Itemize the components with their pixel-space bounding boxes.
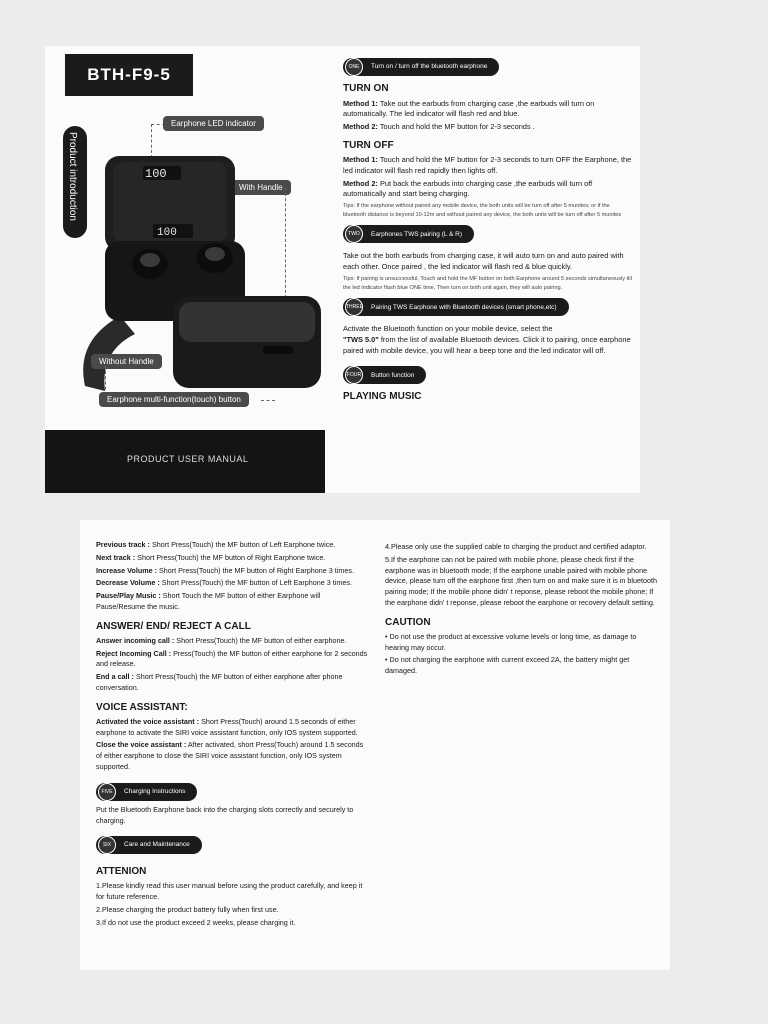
right-column <box>385 542 660 679</box>
product-user-manual-label: PRODUCT USER MANUAL <box>127 454 249 464</box>
voice-heading: VOICE ASSISTANT: <box>96 701 188 713</box>
attention-item: 1.Please kindly read this user manual before using the product carefully, and keep it for future reference. <box>96 881 363 902</box>
charging-text: Put the Bluetooth Earphone back into the charging slots correctly and securely to charging. <box>96 804 354 825</box>
top-page <box>45 46 640 493</box>
step-six-number: SIX <box>98 836 116 854</box>
step-five-label: Charging Instructions <box>124 787 186 795</box>
attention-item: 2.Please charging the product battery fully when first use. <box>96 904 279 914</box>
step-six-label: Care and Maintenance <box>124 841 190 849</box>
turn-off-tips: Tips: If the earphone without paired any mobile device, the both units will be turn off after 5 munites; or if the bluetooth distance is beyond 10-12m and without paired any device, the both units will be turn off after 5 munites <box>343 203 622 218</box>
step-three-label: Pairing TWS Earphone with Bluetooth devices (smart phone,etc) <box>371 303 557 311</box>
caution-item: • Do not use the product at excessive volume levels or long time, as damage to hearing may occur. <box>385 631 637 652</box>
step-two-label: Earphones TWS pairing (L & R) <box>371 230 463 238</box>
turn-off-method-2: Method 2: Put back the earbuds into charging case ,the earbuds will turn off automatically and start being charging. <box>343 178 593 199</box>
model-title: BTH-F9-5 <box>65 54 193 96</box>
mf-button-label: Earphone multi-function(touch) button <box>99 392 249 407</box>
call-heading: ANSWER/ END/ REJECT A CALL <box>96 620 251 632</box>
step-three-number: THREE <box>345 298 363 316</box>
bottom-page <box>80 520 670 970</box>
step-five-number: FIVE <box>98 783 116 801</box>
turn-on-method-1: Method 1: Take out the earbuds from charging case ,the earbuds will turn on automatically. The led indicator will flash red and blue. <box>343 98 595 119</box>
call-item: End a call : Short Press(Touch) the MF button of either earphone after phone conversation. <box>96 672 343 692</box>
music-item: Next track : Short Press(Touch) the MF button of Right Earphone twice. <box>96 552 326 562</box>
step-one-badge <box>343 58 499 76</box>
without-handle-label: Without Handle <box>91 354 162 369</box>
manual-footer <box>45 430 325 493</box>
turn-on-heading: TURN ON <box>343 83 389 94</box>
voice-item: Close the voice assistant : After activated, short Press(Touch) around 1.5 seconds of either earphone to close the SIRI voice assistant function, only IOS system supported. <box>96 740 364 771</box>
step-two-number: TWO <box>345 225 363 243</box>
note-item: 4.Please only use the supplied cable to charging the product and certified adaptor. <box>385 542 647 551</box>
playing-music-heading: PLAYING MUSIC <box>343 391 422 403</box>
voice-item: Activated the voice assistant : Short Press(Touch) around 1.5 seconds of either earphone to activate the SIRI voice assistant function, only IOS system supported. <box>96 716 358 737</box>
step-five-badge <box>96 783 197 801</box>
caution-item: • Do not charging the earphone with current exceed 2A, the battery might get damaged. <box>385 655 630 676</box>
music-item: Increase Volume : Short Press(Touch) the MF button of Right Earphone 3 times. <box>96 565 354 575</box>
step-four-badge <box>343 366 426 384</box>
bluetooth-pairing-text: Activate the Bluetooth function on your mobile device, select the "TWS 5.0" from the list of available Bluetooth devices. Click it to pairing, once earphone paired with mobile device, you will hear a beep tone and the led indicator will off. <box>343 324 631 355</box>
note-item: 5.If the earphone can not be paired with mobile phone, please check first if the earphone was in bluetooth mode; If the earphone unable paired with mobile phone device, please turn off the earphone first ,then turn on and make sure it is in bluetooth pairing mode; If the mobile phone didn' t reponse, please reboot the mobile phone; If the earphone didn' t reponse, please reboot the earphone or recovery default setting. <box>385 554 657 607</box>
call-item: Reject Incoming Call : Press(Touch) the MF button of either earphone for 2 seconds and release. <box>96 648 368 669</box>
music-item: Previous track : Short Press(Touch) the MF button of Left Earphone twice. <box>96 540 336 549</box>
mf-leader-line <box>261 400 275 401</box>
tws-pairing-tips: Tips: If pairing is unsuccessful, Touch and hold the MF button on both Earphone around 5 seconds simultaneously till the led indicator flash blue ONE time, Then turn on both unit again, they will auto pairing. <box>343 275 632 291</box>
step-one-number: ONE <box>345 58 363 76</box>
step-four-label: Button function <box>371 371 415 379</box>
call-item: Answer incoming call : Short Press(Touch) the MF button of either earphone. <box>96 635 347 645</box>
step-one-label: Turn on / turn off the bluetooth earphone <box>371 63 488 71</box>
turn-off-method-1: Method 1: Touch and hold the MF button for 2-3 seconds to turn OFF the Earphone, the led indicator will flash red rapidly then lights off. <box>343 155 632 175</box>
led-indicator-label: Earphone LED indicator <box>163 116 264 131</box>
step-four-number: FOUR <box>345 366 363 384</box>
turn-on-method-2: Method 2: Touch and hold the MF button for 2-3 seconds . <box>343 121 535 131</box>
step-two-badge <box>343 225 474 243</box>
turn-off-heading: TURN OFF <box>343 139 394 151</box>
instructions-column <box>343 58 633 407</box>
left-column <box>96 540 368 931</box>
attention-heading: ATTENION <box>96 866 147 878</box>
with-handle-label: With Handle <box>231 180 291 195</box>
step-six-badge <box>96 836 202 854</box>
case-display-bottom: 100 <box>157 227 177 239</box>
product-introduction-label: Product introduction <box>67 132 78 221</box>
music-item: Pause/Play Music : Short Touch the MF button of either Earphone will Pause/Resume the music. <box>96 591 321 611</box>
step-three-badge <box>343 298 569 316</box>
case-display-top: 100 <box>145 167 167 181</box>
tws-pairing-text: Take out the both earbuds from charging case, it will auto turn on and auto paired with each other. Once paired , the led indicator will flash red & blue quickly. <box>343 251 624 272</box>
attention-item: 3.If do not use the product exceed 2 weeks, please charging it. <box>96 917 296 927</box>
caution-heading: CAUTION <box>385 616 431 628</box>
music-item: Decrease Volume : Short Press(Touch) the MF button of Left Earphone 3 times. <box>96 578 352 588</box>
